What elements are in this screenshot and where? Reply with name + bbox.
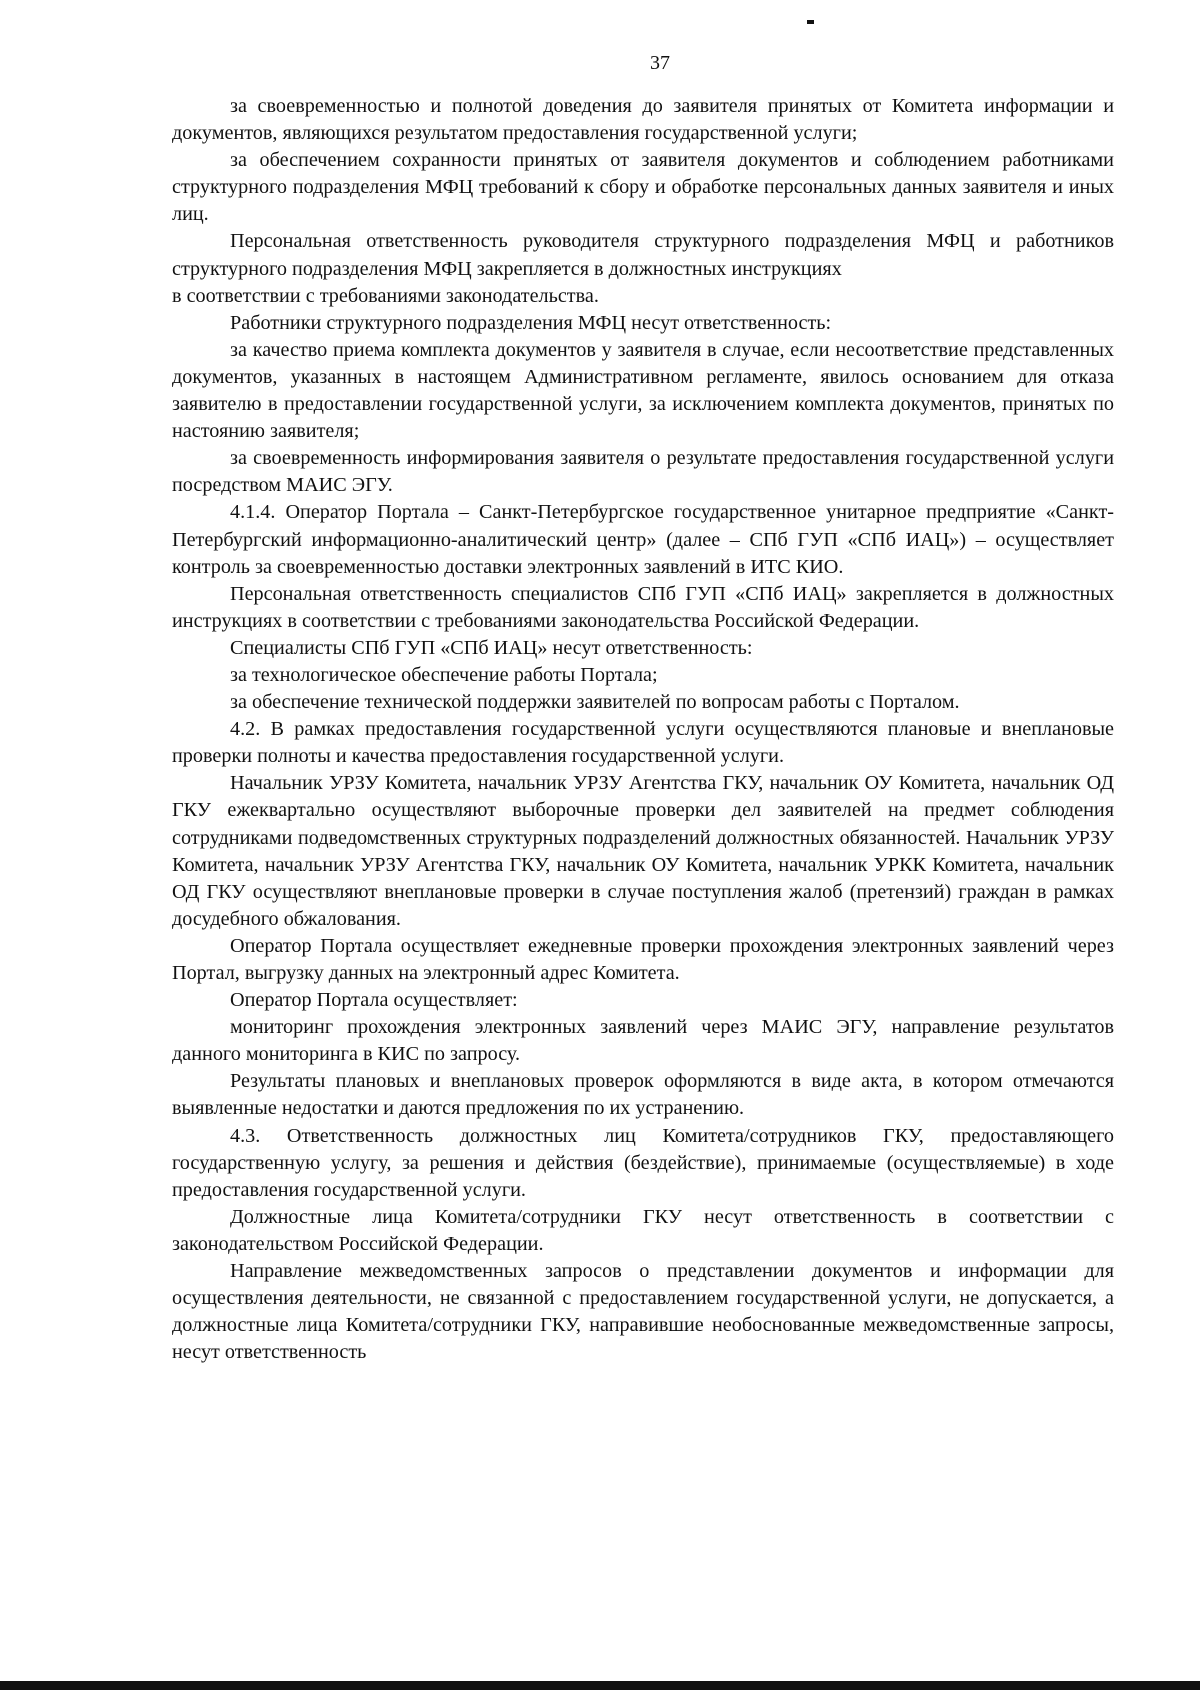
paragraph-11: за технологическое обеспечение работы Портала; bbox=[230, 663, 658, 686]
paragraph-2: за обеспечением сохранности принятых от заявителя документов и соблюдением работниками структурного подразделения МФЦ требований к сбору и обработке персональных данных заявителя и иных лиц. bbox=[172, 149, 1114, 226]
paragraph-14: Начальник УРЗУ Комитета, начальник УРЗУ Агентства ГКУ, начальник ОУ Комитета, начальник ОД ГКУ ежеквартально осуществляют выборочные проверки дел заявителей на предмет соблюдения сотрудниками подведомственных структурных подразделений должностных обязанностей. Начальник УРЗУ Комитета, начальник УРЗУ Агентства ГКУ, начальник ОУ Комитета, начальник УРКК Комитета, начальник ОД ГКУ осуществляют внеплановые проверки в случае поступления жалоб (претензий) граждан в рамках досудебного обжалования. bbox=[172, 772, 1114, 930]
paragraph-3: Персональная ответственность руководителя структурного подразделения МФЦ и работников структурного подразделения МФЦ закрепляется в должностных инструкциях bbox=[172, 230, 1114, 280]
paragraph-17: мониторинг прохождения электронных заявлений через МАИС ЭГУ, направление результатов данного мониторинга в КИС по запросу. bbox=[172, 1016, 1114, 1066]
paragraph-20: Должностные лица Комитета/сотрудники ГКУ несут ответственность в соответствии с законодательством Российской Федерации. bbox=[172, 1205, 1114, 1255]
paragraph-5: Работники структурного подразделения МФЦ несут ответственность: bbox=[230, 311, 832, 334]
paragraph-19: 4.3. Ответственность должностных лиц Комитета/сотрудников ГКУ, предоставляющего государственную услугу, за решения и действия (бездействие), принимаемые (осуществляемые) в ходе предоставления государственной услуги. bbox=[172, 1124, 1114, 1201]
document-body bbox=[172, 93, 1114, 1366]
paragraph-6: за качество приема комплекта документов у заявителя в случае, если несоответствие представленных документов, указанных в настоящем Административном регламенте, явилось основанием для отказа заявителю в предоставлении государственной услуги, за исключением комплекта документов, принятых по настоянию заявителя; bbox=[172, 338, 1114, 443]
paragraph-12: за обеспечение технической поддержки заявителей по вопросам работы с Порталом. bbox=[230, 691, 960, 714]
page-number: 37 bbox=[650, 52, 670, 74]
paragraph-16: Оператор Портала осуществляет: bbox=[230, 989, 518, 1012]
paragraph-15: Оператор Портала осуществляет ежедневные проверки прохождения электронных заявлений через Портал, выгрузку данных на электронный адрес Комитета. bbox=[172, 934, 1114, 984]
paragraph-9: Персональная ответственность специалистов СПб ГУП «СПб ИАЦ» закрепляется в должностных инструкциях в соответствии с требованиями законодательства Российской Федерации. bbox=[172, 582, 1114, 632]
paragraph-21: Направление межведомственных запросов о представлении документов и информации для осуществления деятельности, не связанной с предоставлением государственной услуги, не допускается, а должностные лица Комитета/сотрудники ГКУ, направившие необоснованные межведомственные запросы, несут ответственность bbox=[172, 1260, 1114, 1364]
paragraph-4: в соответствии с требованиями законодательства. bbox=[172, 284, 599, 307]
paragraph-1: за своевременностью и полнотой доведения до заявителя принятых от Комитета информации и документов, являющихся результатом предоставления государственной услуги; bbox=[172, 95, 1114, 145]
paragraph-10: Специалисты СПб ГУП «СПб ИАЦ» несут ответственность: bbox=[230, 636, 753, 659]
paragraph-7: за своевременность информирования заявителя о результате предоставления государственной услуги посредством МАИС ЭГУ. bbox=[172, 447, 1114, 497]
scan-mark bbox=[807, 20, 814, 24]
paragraph-18: Результаты плановых и внеплановых проверок оформляются в виде акта, в котором отмечаются выявленные недостатки и даются предложения по их устранению. bbox=[172, 1070, 1114, 1120]
scan-bottom-edge bbox=[0, 1681, 1200, 1690]
paragraph-13: 4.2. В рамках предоставления государственной услуги осуществляются плановые и внеплановые проверки полноты и качества предоставления государственной услуги. bbox=[172, 718, 1114, 768]
paragraph-8: 4.1.4. Оператор Портала – Санкт-Петербургское государственное унитарное предприятие «Санкт-Петербургский информационно-аналитический центр» (далее – СПб ГУП «СПб ИАЦ») – осуществляет контроль за своевременностью доставки электронных заявлений в ИТС КИО. bbox=[172, 501, 1114, 578]
